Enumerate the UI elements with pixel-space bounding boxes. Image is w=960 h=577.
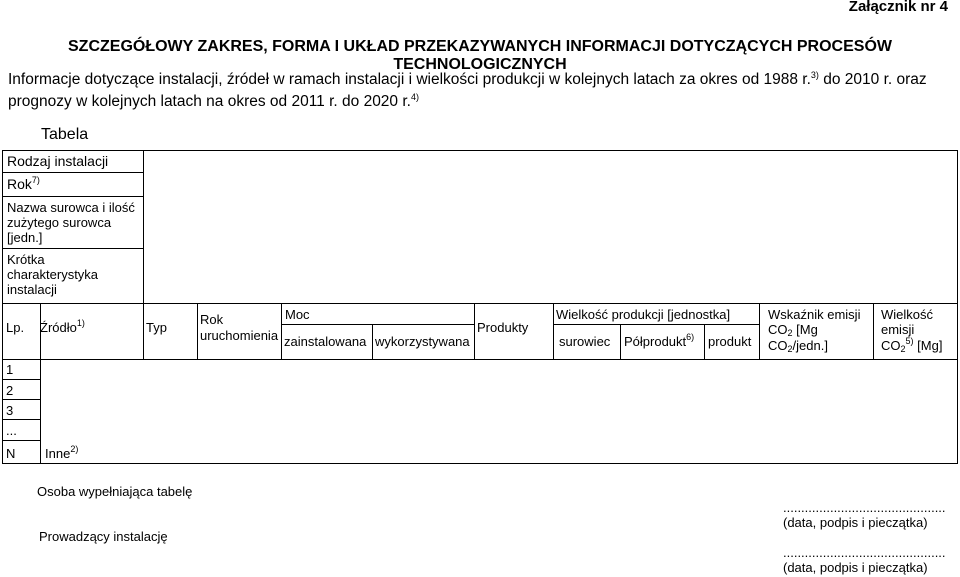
grid-line — [553, 303, 554, 360]
grid-line — [704, 324, 705, 360]
col-typ: Typ — [146, 320, 167, 335]
co2-text: CO — [768, 322, 788, 337]
document-title-line2: TECHNOLOGICZNYCH — [393, 56, 567, 73]
intro-paragraph — [8, 69, 952, 113]
col-rok-uruchomienia-2: uruchomienia — [200, 328, 279, 343]
signature-dots-1: ............................................. — [783, 500, 946, 515]
col-produkty: Produkty — [477, 320, 529, 335]
co2-text: CO — [768, 338, 788, 353]
col-wielkosc-produkcji: Wielkość produkcji [jednostka] — [556, 307, 731, 322]
footnote-ref-2: 2) — [70, 444, 79, 454]
signature-dots-2: ............................................. — [783, 545, 946, 560]
co2-text: CO — [881, 338, 901, 353]
row-lp: ... — [6, 423, 17, 438]
col-wielkosc-emisji-1: Wielkość — [881, 307, 934, 322]
grid-line — [2, 440, 40, 441]
grid-line — [281, 324, 474, 325]
col-moc: Moc — [285, 307, 310, 322]
signature-caption-1: (data, podpis i pieczątka) — [783, 515, 928, 530]
grid-line — [553, 324, 759, 325]
grid-line — [2, 150, 3, 464]
row-lp: 3 — [6, 403, 14, 418]
footnote-ref-7: 7) — [31, 175, 40, 185]
grid-line — [873, 303, 874, 360]
col-lp: Lp. — [6, 320, 25, 335]
grid-line — [620, 324, 621, 360]
footnote-ref-4: 4) — [410, 92, 419, 102]
col-wskaznik-emisji-3 — [768, 338, 828, 353]
col-moc-zainstalowana: zainstalowana — [284, 334, 367, 349]
row-zrodlo-inne — [45, 446, 78, 461]
document-title-line1: SZCZEGÓŁOWY ZAKRES, FORMA I UKŁAD PRZEKAZYWANYCH INFORMACJI DOTYCZĄCYCH PROCESÓW — [68, 38, 892, 55]
grid-line — [2, 150, 958, 151]
row-lp: 1 — [6, 362, 14, 377]
row-lp: N — [6, 446, 16, 461]
unit-text: [Mg — [792, 322, 818, 337]
grid-line — [2, 379, 40, 380]
col-wskaznik-emisji-1: Wskaźnik emisji — [768, 307, 861, 322]
header-rok-text: Rok — [7, 176, 32, 192]
header-rodzaj-instalacji: Rodzaj instalacji — [7, 153, 109, 169]
intro-text-2: do 2010 r. oraz prognozy w kolejnych latach na okres od 2011 r. do 2020 r. — [8, 71, 927, 110]
footnote-ref-5: 5) — [905, 336, 914, 346]
row-zrodlo-text: Inne — [45, 446, 71, 461]
co2-subscript: 2 — [787, 344, 793, 354]
header-krotka-charakterystyka: Krótka charakterystyka instalacji — [7, 252, 99, 297]
co2-subscript: 2 — [900, 344, 906, 354]
grid-line — [2, 463, 958, 464]
footnote-ref-1: 1) — [76, 318, 85, 328]
unit-text: /jedn.] — [792, 338, 828, 353]
osoba-wypelniajaca-label: Osoba wypełniająca tabelę — [37, 484, 193, 499]
grid-line — [474, 303, 475, 360]
grid-line — [2, 399, 40, 400]
signature-caption-2: (data, podpis i pieczątka) — [783, 560, 928, 575]
col-wskaznik-emisji-2 — [768, 322, 818, 337]
col-produkt: produkt — [708, 334, 752, 349]
prowadzacy-instalacje-label: Prowadzący instalację — [39, 529, 168, 544]
grid-line — [2, 303, 958, 304]
table-caption: Tabela — [41, 126, 89, 143]
unit-text: [Mg] — [913, 338, 943, 353]
col-wielkosc-emisji-3 — [881, 338, 942, 353]
annex-label: Załącznik nr 4 — [848, 0, 948, 15]
grid-line — [2, 172, 144, 173]
grid-line — [197, 303, 198, 360]
header-nazwa-surowca: Nazwa surowca i ilość zużytego surowca [jedn.] — [7, 200, 135, 245]
col-rok-uruchomienia-1: Rok — [200, 312, 224, 327]
intro-text-1: Informacje dotyczące instalacji, źródeł w ramach instalacji i wielkości produkcji w kolejnych latach za okres od 1988 r. — [8, 71, 811, 88]
grid-line — [957, 150, 958, 464]
footnote-ref-6: 6) — [686, 332, 695, 342]
grid-line — [2, 248, 144, 249]
col-polprodukt-text: Półprodukt — [624, 334, 687, 349]
grid-line — [759, 303, 760, 360]
grid-line — [372, 324, 373, 360]
col-polprodukt — [624, 334, 694, 349]
col-moc-wykorzystywana: wykorzystywana — [375, 334, 470, 349]
col-zrodlo — [40, 320, 85, 335]
grid-line — [2, 419, 40, 420]
footnote-ref-3: 3) — [810, 70, 819, 80]
header-rok — [7, 177, 40, 192]
grid-line — [281, 303, 282, 360]
row-lp: 2 — [6, 383, 14, 398]
col-zrodlo-text: Źródło — [40, 320, 77, 335]
grid-line — [143, 150, 144, 304]
col-surowiec: surowiec — [559, 334, 611, 349]
grid-line — [2, 196, 144, 197]
co2-subscript: 2 — [787, 328, 793, 338]
grid-line — [2, 359, 958, 360]
col-wielkosc-emisji-2: emisji — [881, 322, 915, 337]
grid-line — [143, 303, 144, 360]
